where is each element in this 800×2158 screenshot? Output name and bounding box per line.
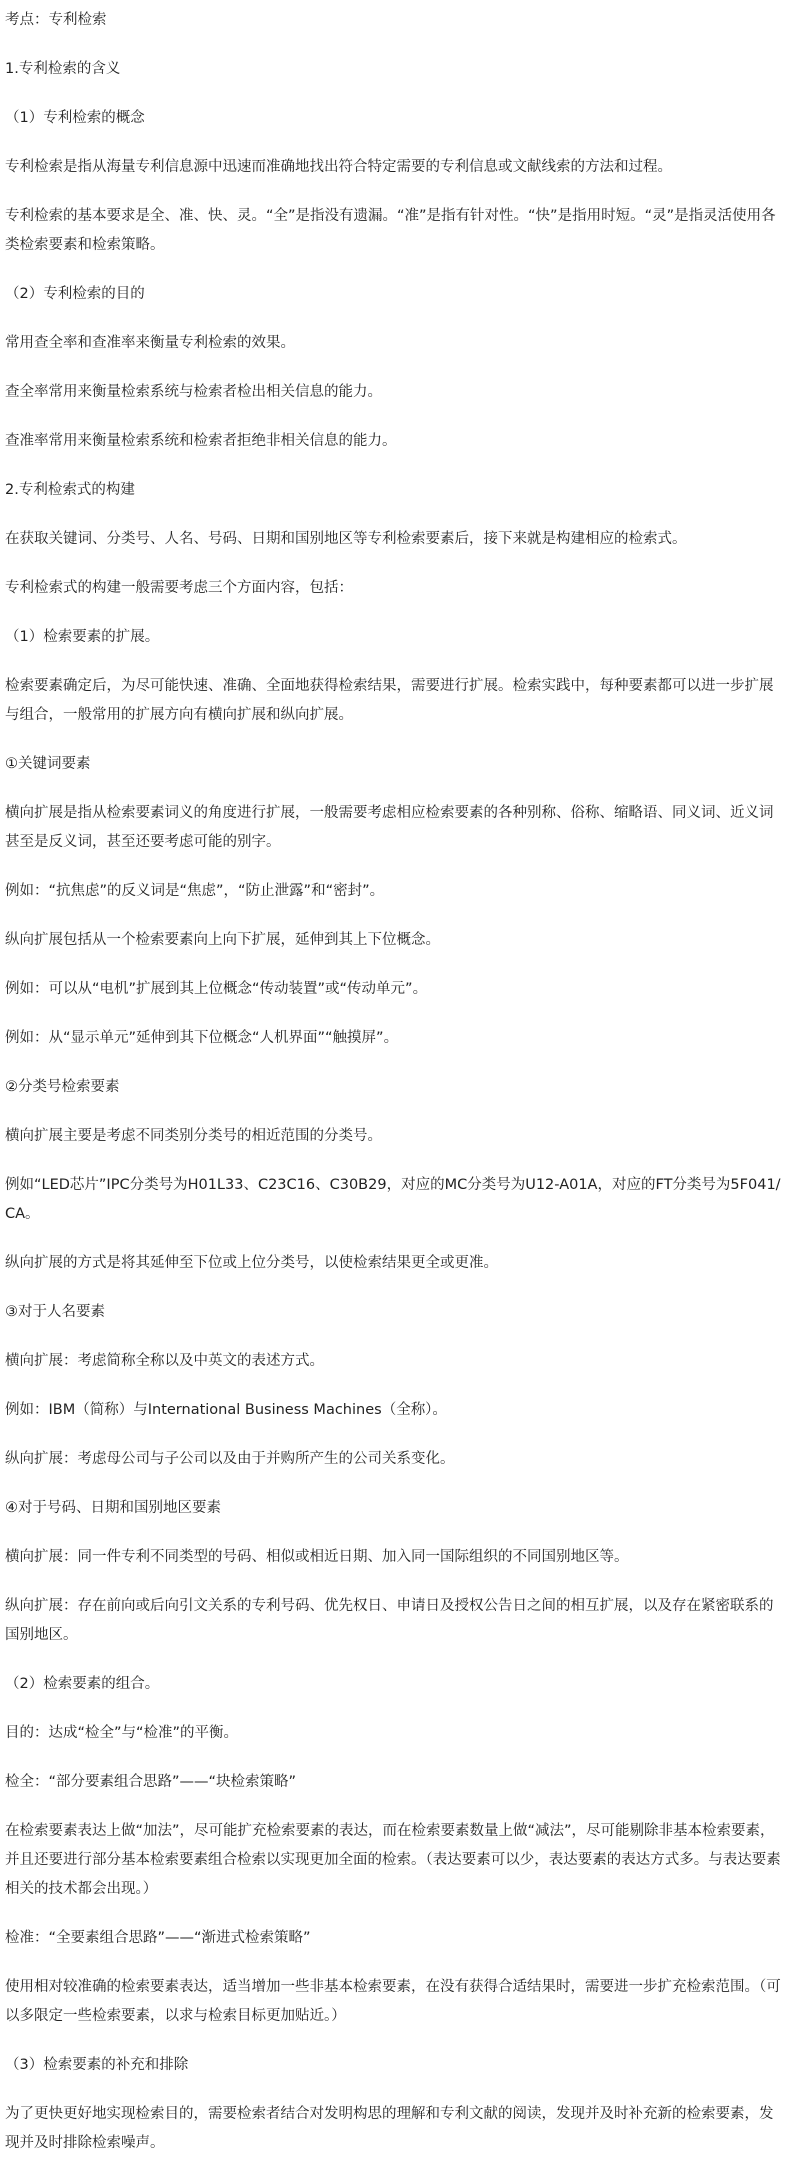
paragraph: 查准率常用来衡量检索系统和检索者拒绝非相关信息的能力。 [5,433,397,449]
paragraph: 在检索要素表达上做“加法”，尽可能扩充检索要素的表达，而在检索要素数量上做“减法”，尽可能剔除非基本检索要素，并且还要进行部分基本检索要素组合检索以实现更加全面的检索。（表达要素可以少，表达要素的表达方式多。与表达要素相关的技术都会出现。） [5,1823,781,1897]
subsection-heading-2-2: （2）检索要素的组合。 [5,1676,160,1692]
paragraph: 横向扩展是指从检索要素词义的角度进行扩展，一般需要考虑相应检索要素的各种别称、俗称、缩略语、同义词、近义词甚至是反义词，甚至还要考虑可能的别字。 [5,805,774,850]
paragraph: 目的：达成“检全”与“检准”的平衡。 [5,1725,239,1741]
paragraph: 纵向扩展：存在前向或后向引文关系的专利号码、优先权日、申请日及授权公告日之间的相互扩展，以及存在紧密联系的国别地区。 [5,1598,774,1643]
item-heading-classification: ②分类号检索要素 [5,1079,120,1095]
paragraph: 检准：“全要素组合思路”——“渐进式检索策略” [5,1930,311,1946]
paragraph: 横向扩展：考虑简称全称以及中英文的表述方式。 [5,1353,324,1369]
paragraph: 检索要素确定后，为尽可能快速、准确、全面地获得检索结果，需要进行扩展。检索实践中，每种要素都可以进一步扩展与组合，一般常用的扩展方向有横向扩展和纵向扩展。 [5,678,774,723]
item-heading-number-date-region: ④对于号码、日期和国别地区要素 [5,1500,221,1516]
section-heading-1: 1.专利检索的含义 [5,61,121,77]
paragraph: 查全率常用来衡量检索系统与检索者检出相关信息的能力。 [5,384,382,400]
paragraph: 专利检索式的构建一般需要考虑三个方面内容，包括： [5,580,353,596]
paragraph: 常用查全率和查准率来衡量专利检索的效果。 [5,335,295,351]
paragraph: 纵向扩展的方式是将其延伸至下位或上位分类号，以使检索结果更全或更准。 [5,1255,498,1271]
example-text: 例如：IBM（简称）与International Business Machines（全称）。 [5,1402,447,1418]
example-text: 例如：从“显示单元”延伸到其下位概念“人机界面”“触摸屏”。 [5,1030,399,1046]
subsection-heading-2-3: （3）检索要素的补充和排除 [5,2057,189,2073]
topic-heading: 考点：专利检索 [5,12,107,28]
paragraph: 专利检索的基本要求是全、准、快、灵。“全”是指没有遗漏。“准”是指有针对性。“快”是指用时短。“灵”是指灵活使用各类检索要素和检索策略。 [5,208,776,253]
subsection-heading-2-1: （1）检索要素的扩展。 [5,629,160,645]
paragraph: 横向扩展主要是考虑不同类别分类号的相近范围的分类号。 [5,1128,382,1144]
paragraph: 横向扩展：同一件专利不同类型的号码、相似或相近日期、加入同一国际组织的不同国别地区等。 [5,1549,629,1565]
paragraph: 检全：“部分要素组合思路”——“块检索策略” [5,1774,297,1790]
item-heading-person-name: ③对于人名要素 [5,1304,105,1320]
paragraph: 在获取关键词、分类号、人名、号码、日期和国别地区等专利检索要素后，接下来就是构建相应的检索式。 [5,531,687,547]
subsection-heading-1-2: （2）专利检索的目的 [5,286,145,302]
item-heading-keyword: ①关键词要素 [5,756,91,772]
example-text: 例如：可以从“电机”扩展到其上位概念“传动装置”或“传动单元”。 [5,981,428,997]
example-text: 例如：“抗焦虑”的反义词是“焦虑”，“防止泄露”和“密封”。 [5,883,385,899]
section-heading-2: 2.专利检索式的构建 [5,482,135,498]
paragraph: 纵向扩展包括从一个检索要素向上向下扩展，延伸到其上下位概念。 [5,932,440,948]
paragraph: 为了更快更好地实现检索目的，需要检索者结合对发明构思的理解和专利文献的阅读，发现并及时补充新的检索要素，发现并及时排除检索噪声。 [5,2106,774,2151]
paragraph: 专利检索是指从海量专利信息源中迅速而准确地找出符合特定需要的专利信息或文献线索的方法和过程。 [5,159,672,175]
article-body [0,6,785,2158]
example-text: 例如“LED芯片”IPC分类号为H01L33、C23C16、C30B29，对应的MC分类号为U12-A01A，对应的FT分类号为5F041/CA。 [5,1177,781,1222]
paragraph: 使用相对较准确的检索要素表达，适当增加一些非基本检索要素，在没有获得合适结果时，需要进一步扩充检索范围。（可以多限定一些检索要素，以求与检索目标更加贴近。） [5,1979,781,2024]
paragraph: 纵向扩展：考虑母公司与子公司以及由于并购所产生的公司关系变化。 [5,1451,455,1467]
subsection-heading-1-1: （1）专利检索的概念 [5,110,145,126]
